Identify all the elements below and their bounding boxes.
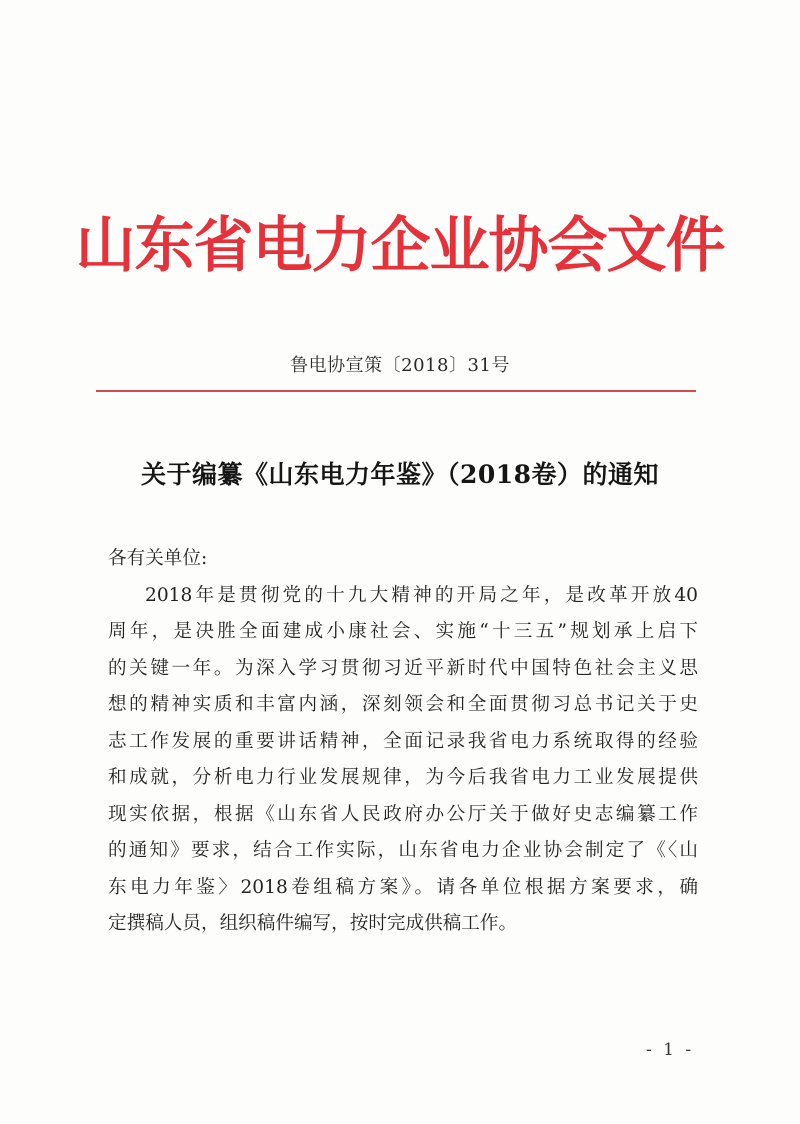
- notice-body: [108, 541, 698, 943]
- document-number: 鲁电协宣策〔2018〕31号: [290, 355, 510, 376]
- body-line: 现实依据，根据《山东省人民政府办公厅关于做好史志编纂工作: [108, 803, 698, 825]
- body-line: 东电力年鉴〉2018卷组稿方案》。请各单位根据方案要求，确: [108, 876, 698, 898]
- body-line: 2018年是贯彻党的十九大精神的开局之年，是改革开放40: [145, 584, 698, 606]
- header-divider: [96, 390, 696, 392]
- salutation: 各有关单位:: [108, 548, 208, 569]
- page-number: - 1 -: [646, 1040, 695, 1060]
- body-line: 的关键一年。为深入学习贯彻习近平新时代中国特色社会主义思: [108, 657, 698, 679]
- notice-subject: 关于编纂《山东电力年鉴》（2018卷）的通知: [140, 460, 660, 489]
- body-line: 志工作发展的重要讲话精神，全面记录我省电力系统取得的经验: [108, 730, 698, 752]
- document-header-title: 山东省电力企业协会文件: [75, 211, 725, 281]
- body-line: 的通知》要求，结合工作实际，山东省电力企业协会制定了《〈山: [108, 840, 698, 861]
- body-line: 定撰稿人员，组织稿件编写，按时完成供稿工作。: [108, 913, 518, 934]
- body-line: 周年，是决胜全面建成小康社会、实施“十三五”规划承上启下: [108, 621, 698, 642]
- body-line: 想的精神实质和丰富内涵，深刻领会和全面贯彻习总书记关于史: [108, 694, 698, 715]
- body-line: 和成就，分析电力行业发展规律，为今后我省电力工业发展提供: [108, 767, 698, 788]
